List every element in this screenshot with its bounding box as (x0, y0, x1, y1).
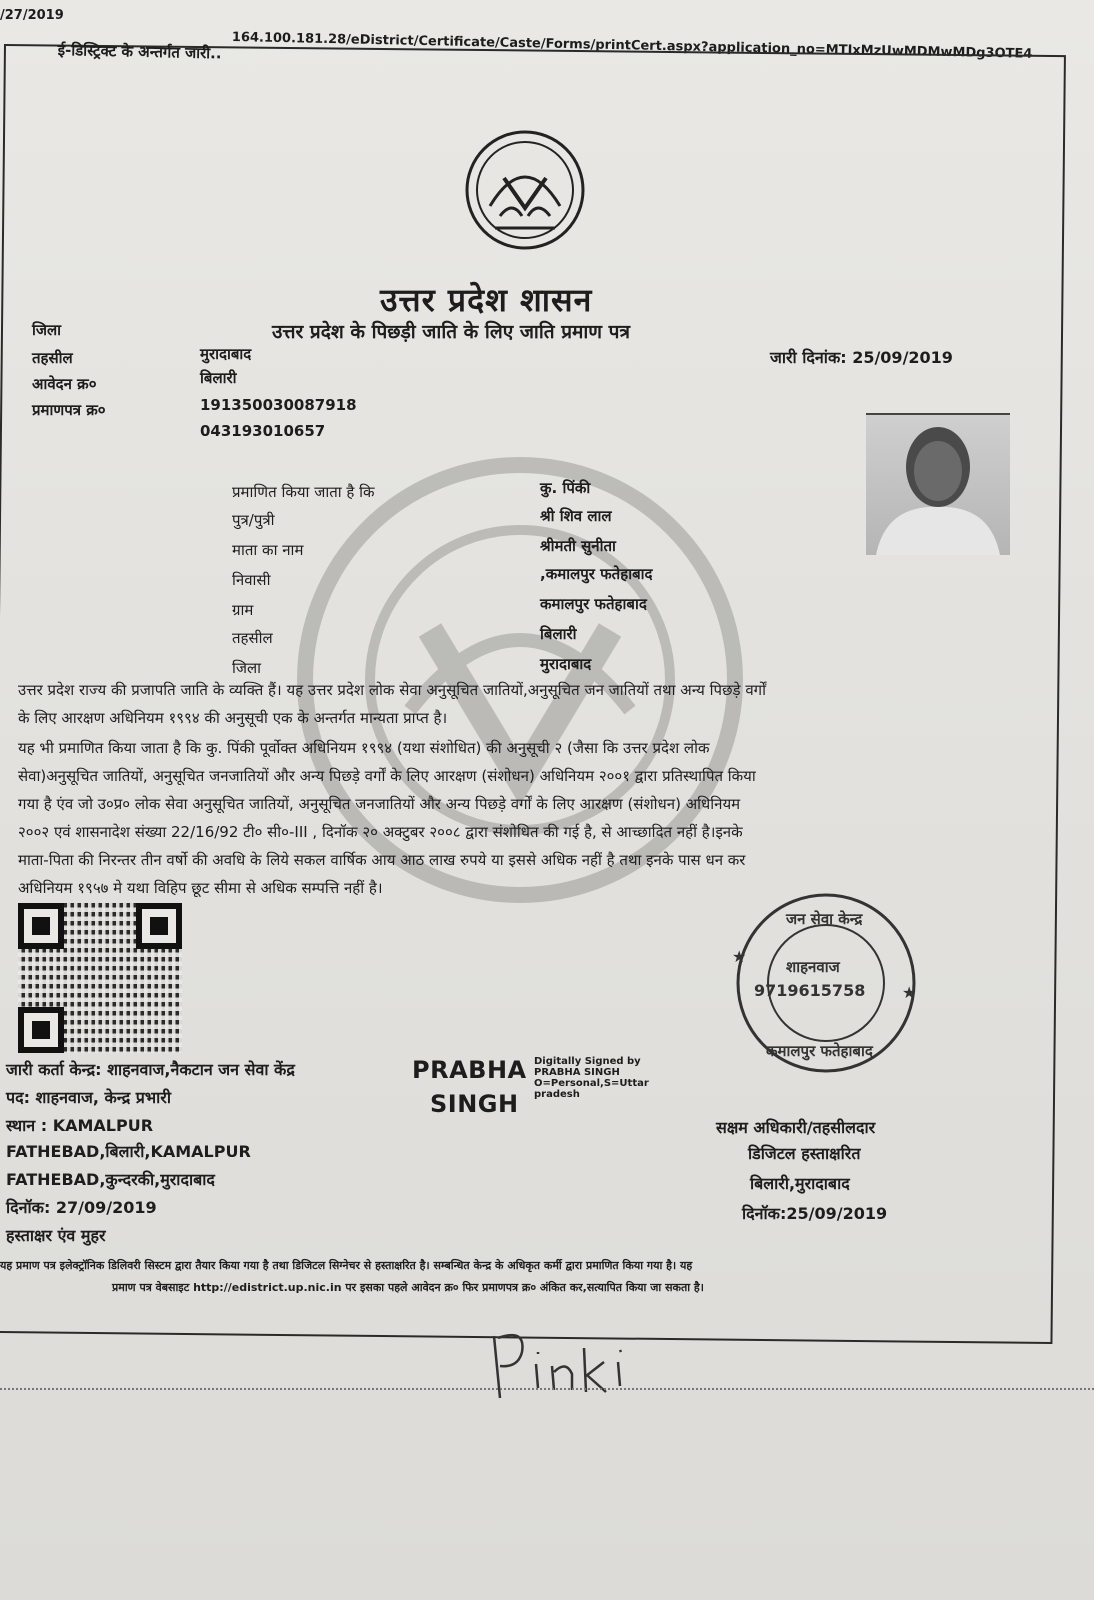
issuer-sign-seal: हस्ताक्षर एंव मुहर (6, 1226, 106, 1245)
stamp-bottom-text: कमालपुर फतेहाबाद (766, 1042, 873, 1060)
field-value-village: कमालपुर फतेहाबाद (540, 595, 647, 613)
digital-sign-line-4: pradesh (534, 1089, 580, 1100)
tehsil-label: तहसील (32, 349, 73, 367)
svg-text:★: ★ (732, 947, 747, 966)
certificate-number-value: 043193010657 (200, 422, 326, 440)
field-label-son-daughter: पुत्र/पुत्री (232, 511, 275, 529)
field-value-tehsil: बिलारी (540, 625, 577, 643)
field-value-district: मुरादाबाद (540, 655, 592, 673)
application-label: आवेदन क्र० (32, 375, 97, 393)
certificate-number-label: प्रमाणपत्र क्र० (32, 401, 106, 419)
body-line-4: सेवा)अनुसूचित जातियों, अनुसूचित जनजातियों और अन्य पिछड़े वर्गों के लिए आरक्षण (संशोधन) अधिनियम २००१ द्वारा प्रतिस्थापित किया (18, 767, 756, 785)
svg-text:★: ★ (902, 983, 917, 1002)
body-line-2: के लिए आरक्षण अधिनियम १९९४ की अनुसूची एक के अन्तर्गत मान्यता प्राप्त है। (18, 709, 448, 727)
body-line-3: यह भी प्रमाणित किया जाता है कि कु. पिंकी पूर्वोक्त अधिनियम १९९४ (यथा संशोधित) की अनुसूची २ (जैसा कि उत्तर प्रदेश लोक (18, 739, 710, 757)
csc-rubber-stamp (726, 888, 926, 1082)
issuer-place-2: FATHEBAD,बिलारी,KAMALPUR (6, 1142, 251, 1161)
body-line-5: गया है एंव जो उ०प्र० लोक सेवा अनुसूचित जातियों, अनुसूचित जनजातियों और अन्य पिछड़े वर्गों के लिए आरक्षण (संशोधन) अधिनियम (18, 795, 741, 813)
issuer-place-3: FATHEBAD,कुन्दरकी,मुरादाबाद (6, 1170, 215, 1189)
issue-date: जारी दिनांक: 25/09/2019 (770, 348, 953, 367)
issuer-date: दिनॉक: 27/09/2019 (6, 1198, 157, 1217)
body-line-1: उत्तर प्रदेश राज्य की प्रजापति जाति के व्यक्ति हैं। यह उत्तर प्रदेश लोक सेवा अनुसूचित जातियों,अनुसूचित जन जातियों तथा अन्य पिछड़े वर्गों (18, 681, 766, 699)
issuer-place-1: स्थान : KAMALPUR (6, 1116, 154, 1135)
print-url: 164.100.181.28/eDistrict/Certificate/Caste/Forms/printCert.aspx?application_no=MTIxMzUwMDMwMDg3OTE4 (231, 30, 1033, 62)
field-label-tehsil: तहसील (232, 629, 273, 647)
authority-title: सक्षम अधिकारी/तहसीलदार (716, 1118, 876, 1137)
field-label-resident: निवासी (232, 571, 271, 589)
up-government-emblem (460, 128, 590, 257)
body-line-8: अधिनियम १९५७ मे यथा विहिप छूट सीमा से अधिक सम्पत्ति नहीं है। (18, 879, 383, 897)
application-value: 19135003008791​8 (200, 396, 357, 414)
government-title: उत्तर प्रदेश शासन (380, 281, 593, 319)
field-value-father: श्री शिव लाल (540, 507, 612, 525)
authority-location: बिलारी,मुरादाबाद (750, 1174, 850, 1193)
stamp-phone-text: 9719615758 (754, 981, 866, 1000)
qr-code (18, 903, 182, 1053)
digital-sign-line-1: Digitally Signed by (534, 1056, 641, 1067)
handwritten-signature (480, 1316, 650, 1410)
issuer-centre: जारी कर्ता केन्द्र: शाहनवाज,नैकटान जन सेवा केंद्र (6, 1060, 295, 1079)
applicant-photo (866, 413, 1010, 555)
footnote-line-1: यह प्रमाण पत्र इलेक्ट्रॉनिक डिलिवरी सिस्टम द्वारा तैयार किया गया है तथा डिजिटल सिग्नेचर से हस्ताक्षरित है। सम्बन्धित केन्द्र के अधिकृत कर्मी द्वारा प्रमाणित किया गया है। यह (0, 1259, 693, 1272)
tehsil-value: बिलारी (200, 369, 237, 387)
certificate-title: उत्तर प्रदेश के पिछड़ी जाति के लिए जाति प्रमाण पत्र (272, 321, 630, 343)
signer-name-line1: PRABHA (412, 1056, 527, 1084)
body-line-6: २००२ एवं शासनादेश संख्या 22/16/92 टी० सी०-III , दिनॉक २० अक्टुबर २००८ द्वारा संशोधित की गई है, से आच्छादित नहीं है।इनके (18, 823, 743, 841)
issuer-post: पद: शाहनवाज, केन्द्र प्रभारी (6, 1088, 171, 1107)
digital-sign-line-3: O=Personal,S=Uttar (534, 1078, 649, 1089)
footnote-line-2: प्रमाण पत्र वेबसाइट http://edistrict.up.nic.in पर इसका पहले आवेदन क्र० फिर प्रमाणपत्र क्र० अंकित कर,सत्यापित किया जा सकता है। (112, 1281, 704, 1294)
stamp-name-text: शाहनवाज (786, 958, 840, 976)
district-label: जिला (32, 321, 62, 339)
issued-under-label: ई-डिस्ट्रिक्ट के अन्तर्गत जारी.. (57, 40, 222, 63)
field-label-certified: प्रमाणित किया जाता है कि (232, 483, 375, 501)
body-line-7: माता-पिता की निरन्तर तीन वर्षो की अवधि के लिये सकल वार्षिक आय आठ लाख रुपये या इससे अधिक नहीं है तथा इनके पास धन कर (18, 851, 746, 869)
field-label-village: ग्राम (232, 601, 254, 619)
digital-sign-line-2: PRABHA SINGH (534, 1067, 620, 1078)
field-value-mother: श्रीमती सुनीता (540, 537, 616, 555)
signer-name-line2: SINGH (430, 1090, 519, 1118)
stamp-top-text: जन सेवा केन्द्र (786, 910, 863, 928)
district-value: मुरादाबाद (200, 345, 252, 363)
field-label-district: जिला (232, 659, 262, 677)
field-value-resident: ,कमालपुर फतेहाबाद (540, 565, 653, 583)
authority-digital-signed: डिजिटल हस्ताक्षरित (748, 1144, 861, 1163)
perforation-line (0, 1388, 1094, 1390)
field-value-name: कु. पिंकी (540, 479, 591, 497)
print-date: /27/2019 (0, 8, 64, 23)
field-label-mother: माता का नाम (232, 541, 304, 559)
authority-date: दिनॉक:25/09/2019 (742, 1204, 888, 1223)
